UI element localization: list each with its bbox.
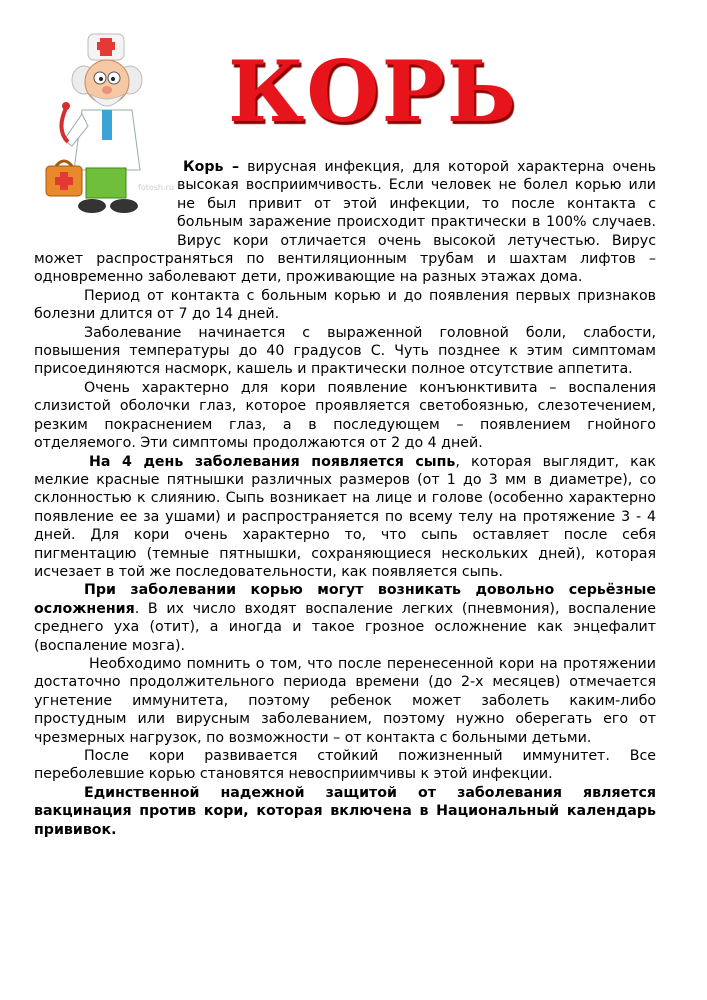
svg-text:fotosh.ru: fotosh.ru: [138, 183, 174, 192]
term-bold: Корь –: [183, 159, 240, 175]
paragraph-4: Очень характерно для кори появление конъюнктивита – воспаления слизистой оболочки глаз, которое проявляется светобоязнью, слезотечением, резким покраснением глаз, а в последующем – появлением гнойного отделяемого. Эти симптомы продолжаются от 2 до 4 дней.: [34, 379, 656, 452]
paragraph-3: Заболевание начинается с выраженной головной боли, слабости, повышения температуры до 40 градусов С. Чуть позднее к этим симптомам присоединяются насморк, кашель и практически полное отсутствие аппетита.: [34, 324, 656, 378]
paragraph-6: При заболевании корью могут возникать довольно серьёзные осложнения. В их число входят воспаление легких (пневмония), воспаление среднего уха (отит), а иногда и такое грозное осложнение как энцефалит (воспаление мозга).: [34, 582, 656, 654]
paragraph-2: Период от контакта с больным корью и до появления первых признаков болезни длится от 7 до 14 дней.: [34, 287, 656, 323]
page-title: КОРЬ: [228, 42, 519, 141]
conclusion-bold: Единственной надежной защитой от заболевания является вакцинация против кори, которая включена в Национальный календарь прививок.: [34, 784, 656, 838]
paragraph-9: [34, 784, 656, 839]
paragraph-8: После кори развивается стойкий пожизненный иммунитет. Все переболевшие корью становятся невосприимчивы к этой инфекции.: [34, 748, 656, 783]
paragraph-5: На 4 день заболевания появляется сыпь, которая выглядит, как мелкие красные пятнышки различных размеров (от 1 до 3 мм в диаметре), со склонностью к слиянию. Сыпь возникает на лице и голове (особенно характерно появление ее за ушами) и распространяется по всему телу на протяжение 3 - 4 дней. Для кори очень характерно то, что сыпь оставляет после себя пигментацию (темные пятнышки, сохраняющиеся нескольких дней), которая исчезает в той же последовательности, как появляется сыпь.: [34, 453, 656, 580]
paragraph-1: Корь – вирусная инфекция, для которой характерна очень высокая восприимчивость. Если человек не болел корью или не был привит от этой инфекции, то после контакта с больным заражение происходит практически в 100% случаев. Вирус кори отличается очень высокой летучестью. Вирус может распространяться по вентиляционным трубам и шахтам лифтов – одновременно заболевают дети, проживающие на разных этажах дома.: [34, 159, 656, 286]
paragraph-7: Необходимо помнить о том, что после перенесенной кори на протяжении достаточно продолжительного периода времени (до 2-х месяцев) отмечается угнетение иммунитета, поэтому ребенок может заболеть каким-либо простудным или вирусным заболеванием, поэтому нужно оберегать его от чрезмерных нагрузок, по возможности – от контакта с больными детьми.: [34, 655, 656, 746]
article-body: [34, 158, 656, 839]
